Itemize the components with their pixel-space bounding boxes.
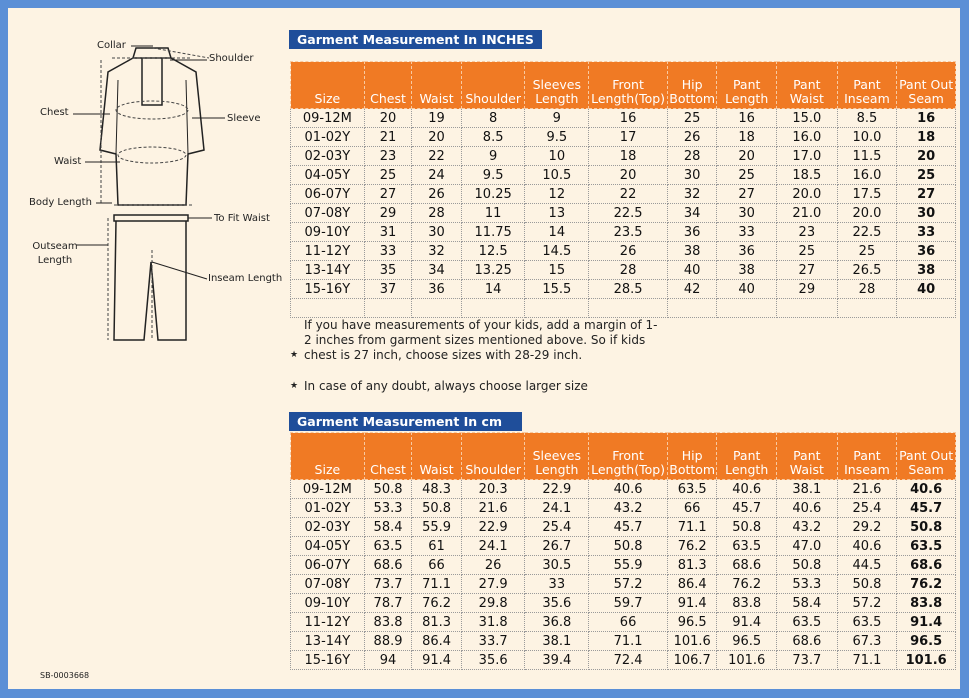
measurement-cell: 45.7	[717, 499, 777, 518]
measurement-cell: 30	[668, 166, 717, 185]
measurement-cell: 81.3	[668, 556, 717, 575]
inch-measurement-table	[290, 61, 956, 318]
measurement-cell: 24.1	[525, 499, 589, 518]
measurement-cell: 20.0	[777, 185, 838, 204]
measurement-cell: 66	[668, 499, 717, 518]
table-row	[291, 480, 956, 499]
table-row	[291, 280, 956, 299]
measurement-cell: 71.1	[837, 651, 897, 670]
measurement-cell: 57.2	[589, 575, 668, 594]
measurement-cell: 76.2	[668, 537, 717, 556]
measurement-cell: 32	[668, 185, 717, 204]
column-header: Size	[291, 433, 365, 480]
measurement-cell: 55.9	[589, 556, 668, 575]
size-cell: 04-05Y	[291, 166, 365, 185]
measurement-cell: 18	[589, 147, 668, 166]
measurement-cell: 23	[777, 223, 838, 242]
measurement-cell: 83.8	[364, 613, 412, 632]
measurement-cell: 40.6	[717, 480, 777, 499]
measurement-cell: 26	[461, 556, 525, 575]
measurement-cell: 27	[364, 185, 412, 204]
label-body-length: Body Length	[29, 197, 92, 208]
measurement-cell: 14.5	[525, 242, 589, 261]
measurement-cell: 16	[897, 109, 956, 128]
measurement-cell: 59.7	[589, 594, 668, 613]
measurement-cell: 34	[668, 204, 717, 223]
table-row	[291, 575, 956, 594]
measurement-cell: 63.5	[837, 613, 897, 632]
column-header: Pant Length	[717, 62, 777, 109]
table-row	[291, 261, 956, 280]
measurement-cell: 50.8	[897, 518, 956, 537]
table-row	[291, 613, 956, 632]
empty-cell	[777, 299, 838, 318]
star-icon: ★	[290, 350, 299, 360]
empty-cell	[364, 299, 412, 318]
pant-outline	[114, 215, 188, 221]
measurement-cell: 40.6	[777, 499, 838, 518]
column-header: Pant Length	[717, 433, 777, 480]
measurement-cell: 20	[412, 128, 462, 147]
measurement-cell: 27	[717, 185, 777, 204]
note-larger-size: ★ In case of any doubt, always choose larger size	[290, 379, 588, 393]
table-row	[291, 109, 956, 128]
label-to-fit-waist: To Fit Waist	[214, 213, 270, 224]
measurement-cell: 15.0	[777, 109, 838, 128]
measurement-cell: 68.6	[364, 556, 412, 575]
star-icon: ★	[290, 381, 299, 391]
measurement-cell: 63.5	[364, 537, 412, 556]
measurement-cell: 22	[412, 147, 462, 166]
size-cell: 09-10Y	[291, 223, 365, 242]
empty-cell	[461, 299, 525, 318]
measurement-cell: 68.6	[717, 556, 777, 575]
table-row	[291, 242, 956, 261]
size-cell: 04-05Y	[291, 537, 365, 556]
empty-cell	[525, 299, 589, 318]
size-cell: 15-16Y	[291, 280, 365, 299]
measurement-cell: 30	[897, 204, 956, 223]
measurement-cell: 27	[897, 185, 956, 204]
size-cell: 02-03Y	[291, 147, 365, 166]
measurement-cell: 40.6	[589, 480, 668, 499]
collar-outline	[133, 48, 171, 105]
measurement-cell: 14	[461, 280, 525, 299]
measurement-cell: 26.5	[837, 261, 897, 280]
measurement-cell: 27.9	[461, 575, 525, 594]
measurement-cell: 78.7	[364, 594, 412, 613]
measurement-cell: 27	[777, 261, 838, 280]
empty-cell	[412, 299, 462, 318]
measurement-cell: 25	[777, 242, 838, 261]
empty-cell	[668, 299, 717, 318]
column-header: Hip Bottom	[668, 433, 717, 480]
measurement-cell: 15	[525, 261, 589, 280]
inch-table-title: Garment Measurement In INCHES	[289, 30, 542, 49]
column-header: Hip Bottom	[668, 62, 717, 109]
measurement-cell: 10.5	[525, 166, 589, 185]
measurement-cell: 18	[717, 128, 777, 147]
column-header: Pant Waist	[777, 62, 838, 109]
measurement-cell: 11	[461, 204, 525, 223]
column-header: Waist	[412, 433, 462, 480]
measurement-cell: 9.5	[461, 166, 525, 185]
column-header: Sleeves Length	[525, 62, 589, 109]
sku-code: SB-0003668	[40, 671, 90, 680]
measurement-cell: 38	[897, 261, 956, 280]
column-header: Pant Waist	[777, 433, 838, 480]
measurement-cell: 23.5	[589, 223, 668, 242]
measurement-cell: 29	[777, 280, 838, 299]
measurement-cell: 25	[364, 166, 412, 185]
measurement-cell: 34	[412, 261, 462, 280]
measurement-cell: 28	[412, 204, 462, 223]
column-header: Shoulder	[461, 433, 525, 480]
measurement-cell: 28	[668, 147, 717, 166]
empty-cell	[291, 299, 365, 318]
measurement-cell: 101.6	[668, 632, 717, 651]
measurement-cell: 25	[717, 166, 777, 185]
measurement-cell: 96.5	[717, 632, 777, 651]
measurement-cell: 9	[525, 109, 589, 128]
measurement-cell: 91.4	[412, 651, 462, 670]
measurement-cell: 31	[364, 223, 412, 242]
measurement-cell: 24.1	[461, 537, 525, 556]
measurement-cell: 43.2	[589, 499, 668, 518]
measurement-cell: 17.5	[837, 185, 897, 204]
measurement-cell: 68.6	[897, 556, 956, 575]
measurement-cell: 58.4	[777, 594, 838, 613]
measurement-cell: 81.3	[412, 613, 462, 632]
size-cell: 07-08Y	[291, 575, 365, 594]
measurement-cell: 21	[364, 128, 412, 147]
measurement-cell: 40.6	[897, 480, 956, 499]
measurement-cell: 45.7	[589, 518, 668, 537]
measurement-cell: 38	[717, 261, 777, 280]
measurement-cell: 40	[668, 261, 717, 280]
measurement-cell: 43.2	[777, 518, 838, 537]
measurement-cell: 63.5	[777, 613, 838, 632]
measurement-cell: 29.2	[837, 518, 897, 537]
measurement-cell: 17.0	[777, 147, 838, 166]
measurement-cell: 35.6	[461, 651, 525, 670]
measurement-cell: 66	[589, 613, 668, 632]
column-header: Size	[291, 62, 365, 109]
measurement-cell: 26.7	[525, 537, 589, 556]
measurement-cell: 20	[717, 147, 777, 166]
measurement-cell: 76.2	[897, 575, 956, 594]
table-row	[291, 223, 956, 242]
measurement-cell: 58.4	[364, 518, 412, 537]
measurement-cell: 50.8	[412, 499, 462, 518]
size-cell: 11-12Y	[291, 242, 365, 261]
measurement-cell: 31.8	[461, 613, 525, 632]
measurement-cell: 26	[589, 242, 668, 261]
empty-cell	[589, 299, 668, 318]
measurement-cell: 66	[412, 556, 462, 575]
measurement-cell: 101.6	[897, 651, 956, 670]
measurement-cell: 73.7	[364, 575, 412, 594]
garment-diagram	[0, 0, 300, 360]
measurement-cell: 21.0	[777, 204, 838, 223]
measurement-cell: 50.8	[364, 480, 412, 499]
measurement-cell: 61	[412, 537, 462, 556]
empty-cell	[837, 299, 897, 318]
measurement-cell: 21.6	[461, 499, 525, 518]
column-header: Sleeves Length	[525, 433, 589, 480]
size-cell: 01-02Y	[291, 128, 365, 147]
measurement-cell: 22.9	[525, 480, 589, 499]
measurement-cell: 42	[668, 280, 717, 299]
measurement-cell: 36	[412, 280, 462, 299]
measurement-cell: 32	[412, 242, 462, 261]
measurement-cell: 10.25	[461, 185, 525, 204]
measurement-cell: 20	[589, 166, 668, 185]
chest-measure-line	[116, 101, 188, 119]
measurement-cell: 94	[364, 651, 412, 670]
table-row	[291, 537, 956, 556]
measurement-cell: 38.1	[777, 480, 838, 499]
measurement-cell: 71.1	[668, 518, 717, 537]
measurement-cell: 53.3	[364, 499, 412, 518]
measurement-cell: 8	[461, 109, 525, 128]
note-margin: ★ If you have measurements of your kids, add a margin of 1-2 inches from garment sizes mentioned above. So if kids chest is 27 inch, choose sizes with 28-29 inch.	[290, 318, 658, 362]
measurement-cell: 86.4	[412, 632, 462, 651]
label-chest: Chest	[40, 107, 69, 118]
measurement-cell: 83.8	[897, 594, 956, 613]
size-cell: 02-03Y	[291, 518, 365, 537]
measurement-cell: 30.5	[525, 556, 589, 575]
measurement-cell: 101.6	[717, 651, 777, 670]
measurement-cell: 96.5	[668, 613, 717, 632]
size-cell: 13-14Y	[291, 632, 365, 651]
measurement-cell: 33.7	[461, 632, 525, 651]
measurement-cell: 50.8	[777, 556, 838, 575]
measurement-cell: 28.5	[589, 280, 668, 299]
measurement-cell: 11.75	[461, 223, 525, 242]
measurement-cell: 24	[412, 166, 462, 185]
measurement-cell: 53.3	[777, 575, 838, 594]
measurement-cell: 15.5	[525, 280, 589, 299]
measurement-cell: 22	[589, 185, 668, 204]
table-row	[291, 556, 956, 575]
measurement-cell: 30	[717, 204, 777, 223]
measurement-cell: 48.3	[412, 480, 462, 499]
measurement-cell: 38	[668, 242, 717, 261]
measurement-cell: 33	[364, 242, 412, 261]
table-row	[291, 128, 956, 147]
size-cell: 15-16Y	[291, 651, 365, 670]
measurement-cell: 8.5	[837, 109, 897, 128]
kurta-outline	[100, 58, 204, 205]
measurement-cell: 76.2	[717, 575, 777, 594]
measurement-cell: 10.0	[837, 128, 897, 147]
measurement-cell: 63.5	[668, 480, 717, 499]
table-row	[291, 518, 956, 537]
measurement-cell: 19	[412, 109, 462, 128]
measurement-cell: 20	[897, 147, 956, 166]
measurement-cell: 29	[364, 204, 412, 223]
measurement-cell: 71.1	[589, 632, 668, 651]
measurement-cell: 96.5	[897, 632, 956, 651]
measurement-cell: 36	[717, 242, 777, 261]
label-waist: Waist	[54, 156, 82, 167]
measurement-cell: 22.5	[837, 223, 897, 242]
measurement-cell: 72.4	[589, 651, 668, 670]
measurement-cell: 16.0	[837, 166, 897, 185]
measurement-cell: 76.2	[412, 594, 462, 613]
size-cell: 09-12M	[291, 109, 365, 128]
measurement-cell: 12	[525, 185, 589, 204]
measurement-cell: 26	[668, 128, 717, 147]
waist-measure-line	[118, 147, 186, 163]
measurement-cell: 55.9	[412, 518, 462, 537]
measurement-cell: 68.6	[777, 632, 838, 651]
column-header: Pant Inseam	[837, 433, 897, 480]
column-header: Chest	[364, 62, 412, 109]
measurement-cell: 20.3	[461, 480, 525, 499]
measurement-cell: 35.6	[525, 594, 589, 613]
measurement-cell: 33	[897, 223, 956, 242]
table-row	[291, 147, 956, 166]
measurement-cell: 57.2	[837, 594, 897, 613]
column-header: Front Length(Top)	[589, 433, 668, 480]
table-row	[291, 594, 956, 613]
measurement-cell: 33	[717, 223, 777, 242]
table-row	[291, 651, 956, 670]
column-header: Waist	[412, 62, 462, 109]
table-row	[291, 632, 956, 651]
measurement-cell: 37	[364, 280, 412, 299]
measurement-cell: 39.4	[525, 651, 589, 670]
size-cell: 06-07Y	[291, 556, 365, 575]
measurement-cell: 88.9	[364, 632, 412, 651]
measurement-cell: 73.7	[777, 651, 838, 670]
table-row	[291, 499, 956, 518]
measurement-cell: 16	[589, 109, 668, 128]
measurement-cell: 25	[837, 242, 897, 261]
label-outseam-length: Outseam Length	[32, 241, 78, 266]
blank-row	[291, 299, 956, 318]
measurement-cell: 10	[525, 147, 589, 166]
table-row	[291, 166, 956, 185]
measurement-cell: 86.4	[668, 575, 717, 594]
measurement-cell: 9	[461, 147, 525, 166]
measurement-cell: 13	[525, 204, 589, 223]
empty-cell	[897, 299, 956, 318]
measurement-cell: 36	[897, 242, 956, 261]
measurement-cell: 25	[668, 109, 717, 128]
measurement-cell: 25.4	[525, 518, 589, 537]
measurement-cell: 91.4	[668, 594, 717, 613]
size-cell: 13-14Y	[291, 261, 365, 280]
measurement-cell: 50.8	[589, 537, 668, 556]
column-header: Front Length(Top)	[589, 62, 668, 109]
measurement-cell: 71.1	[412, 575, 462, 594]
size-cell: 07-08Y	[291, 204, 365, 223]
label-shoulder: Shoulder	[209, 53, 254, 64]
measurement-cell: 36.8	[525, 613, 589, 632]
table-row	[291, 185, 956, 204]
measurement-cell: 50.8	[837, 575, 897, 594]
measurement-cell: 23	[364, 147, 412, 166]
measurement-cell: 106.7	[668, 651, 717, 670]
measurement-cell: 16.0	[777, 128, 838, 147]
measurement-cell: 33	[525, 575, 589, 594]
measurement-cell: 13.25	[461, 261, 525, 280]
column-header: Chest	[364, 433, 412, 480]
size-cell: 11-12Y	[291, 613, 365, 632]
measurement-cell: 40	[717, 280, 777, 299]
measurement-cell: 83.8	[717, 594, 777, 613]
label-sleeve: Sleeve	[227, 113, 261, 124]
measurement-cell: 9.5	[525, 128, 589, 147]
measurement-cell: 91.4	[717, 613, 777, 632]
measurement-cell: 21.6	[837, 480, 897, 499]
size-cell: 06-07Y	[291, 185, 365, 204]
cm-table-title: Garment Measurement In cm	[289, 412, 522, 431]
measurement-cell: 22.9	[461, 518, 525, 537]
measurement-cell: 17	[589, 128, 668, 147]
measurement-cell: 40	[897, 280, 956, 299]
size-cell: 09-10Y	[291, 594, 365, 613]
measurement-cell: 47.0	[777, 537, 838, 556]
column-header: Pant Out Seam	[897, 62, 956, 109]
column-header: Pant Out Seam	[897, 433, 956, 480]
measurement-cell: 20	[364, 109, 412, 128]
measurement-cell: 18.5	[777, 166, 838, 185]
column-header: Shoulder	[461, 62, 525, 109]
size-cell: 09-12M	[291, 480, 365, 499]
size-cell: 01-02Y	[291, 499, 365, 518]
measurement-cell: 11.5	[837, 147, 897, 166]
measurement-cell: 35	[364, 261, 412, 280]
measurement-cell: 25.4	[837, 499, 897, 518]
measurement-cell: 20.0	[837, 204, 897, 223]
measurement-cell: 44.5	[837, 556, 897, 575]
measurement-cell: 28	[837, 280, 897, 299]
measurement-cell: 45.7	[897, 499, 956, 518]
measurement-cell: 16	[717, 109, 777, 128]
empty-cell	[717, 299, 777, 318]
label-inseam-length: Inseam Length	[208, 273, 283, 284]
measurement-cell: 29.8	[461, 594, 525, 613]
measurement-cell: 25	[897, 166, 956, 185]
measurement-cell: 22.5	[589, 204, 668, 223]
cm-measurement-table	[290, 432, 956, 670]
table-row	[291, 204, 956, 223]
measurement-cell: 36	[668, 223, 717, 242]
notes	[290, 318, 660, 410]
measurement-cell: 8.5	[461, 128, 525, 147]
measurement-cell: 63.5	[897, 537, 956, 556]
measurement-cell: 63.5	[717, 537, 777, 556]
measurement-cell: 38.1	[525, 632, 589, 651]
column-header: Pant Inseam	[837, 62, 897, 109]
measurement-cell: 67.3	[837, 632, 897, 651]
measurement-cell: 50.8	[717, 518, 777, 537]
label-collar: Collar	[97, 40, 126, 51]
measurement-cell: 30	[412, 223, 462, 242]
measurement-cell: 12.5	[461, 242, 525, 261]
measurement-cell: 40.6	[837, 537, 897, 556]
measurement-cell: 14	[525, 223, 589, 242]
measurement-cell: 18	[897, 128, 956, 147]
measurement-cell: 26	[412, 185, 462, 204]
measurement-cell: 91.4	[897, 613, 956, 632]
measurement-cell: 28	[589, 261, 668, 280]
